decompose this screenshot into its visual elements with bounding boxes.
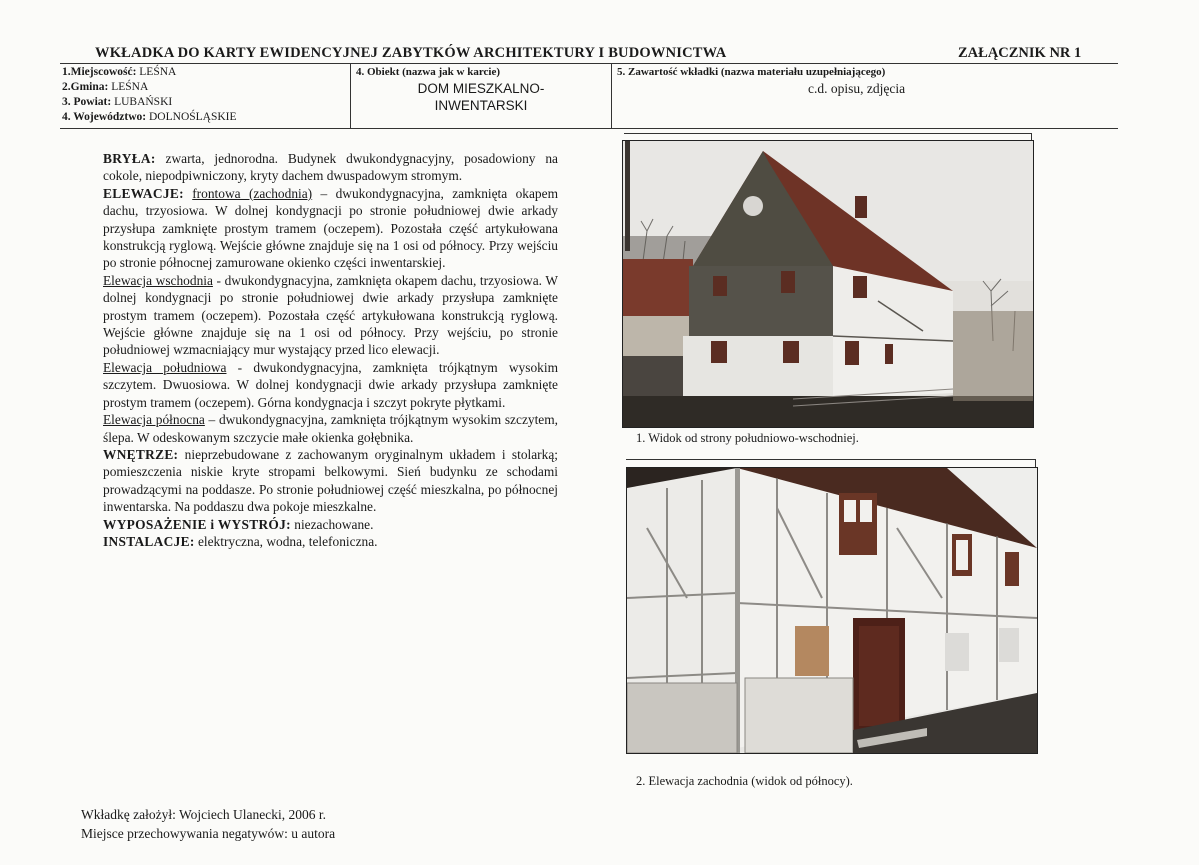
object-name: DOM MIESZKALNO- INWENTARSKI: [417, 81, 545, 113]
location-commune: 2.Gmina: LEŚNA: [62, 81, 149, 93]
location-province: 4. Województwo: DOLNOŚLĄSKIE: [62, 111, 237, 123]
document-title: WKŁADKA DO KARTY EWIDENCYJNEJ ZABYTKÓW ARCHITEKTURY I BUDOWNICTWA: [95, 45, 727, 61]
description-text: [103, 150, 558, 550]
photo1-frame-top: [624, 133, 1032, 134]
house-photo-1: [623, 141, 1033, 427]
header-divider-2: [611, 63, 612, 128]
photo1-caption: 1. Widok od strony południowo-wschodniej.: [636, 431, 859, 445]
contents-value: c.d. opisu, zdjęcia: [808, 81, 906, 96]
object-label: 4. Obiekt (nazwa jak w karcie): [356, 66, 501, 78]
footer-negatives: Miejsce przechowywania negatywów: u autora: [81, 826, 336, 841]
location-county: 3. Powiat: LUBAŃSKI: [62, 96, 173, 108]
section-interior: WNĘTRZE: nieprzebudowane z zachowanym oryginalnym układem i stolarką; pomieszczenia niskie kryte stropami belkowymi. Sień budynku ze schodami prowadzącymi na poddasze. Po stronie południowej część mieszkalna, po północnej inwentarska. Na poddaszu dwa pokoje mieszkalne.: [103, 446, 558, 515]
section-east-elevation: Elewacja wschodnia - dwukondygnacyjna, zamknięta okapem dachu, trzyosiowa. W dolnej kondygnacji po stronie południowej dwie arkady przysłupa zamknięte prostym tramem (oczepem). Pozostała część artykułowana konstrukcją ryglową. Wejście główne znajduje się na 1 osi od północy. Przy wejściu, po stronie południowej wzmacniający mur wystający przed lico elewacji.: [103, 272, 558, 358]
house-photo-2: [627, 468, 1037, 753]
footer-author: Wkładkę założył: Wojciech Ulanecki, 2006 r.: [81, 807, 326, 822]
section-bryla: BRYŁA: zwarta, jednorodna. Budynek dwukondygnacyjny, posadowiony na cokole, niepodpiwniczony, kryty dachem dwuspadowym stromym.: [103, 151, 558, 184]
photo-west-elevation: [626, 467, 1038, 754]
photo2-caption: 2. Elewacja zachodnia (widok od północy).: [636, 774, 853, 788]
section-front-elevation: ELEWACJE: frontowa (zachodnia) – dwukondygnacyjna, zamknięta okapem dachu, trzyosiowa. W dolnej kondygnacji po stronie południowej dwie arkady przysłupa zamknięte prostym tramem (oczepem). Pozostała część artykułowana konstrukcją ryglową. Wejście główne znajduje się na 1 osi od północy. Przy wejściu po stronie północnej zamurowane okienko części inwentarskiej.: [103, 185, 558, 271]
photo-south-east-view: [622, 140, 1034, 428]
header-rule-bottom: [60, 128, 1118, 129]
header-divider-1: [350, 63, 351, 128]
section-north-elevation: Elewacja północna – dwukondygnacyjna, zamknięta trójkątnym wysokim szczytem, ślepa. W odeskowanym szczycie małe okienka gołębnika.: [103, 412, 559, 445]
section-furnishing: WYPOSAŻENIE i WYSTRÓJ: niezachowane.: [103, 516, 374, 532]
contents-label: 5. Zawartość wkładki (nazwa materiału uzupełniającego): [617, 66, 886, 78]
location-town: 1.Miejscowość: LEŚNA: [62, 66, 177, 78]
annex-label: ZAŁĄCZNIK NR 1: [958, 45, 1082, 61]
photo2-frame-top: [626, 459, 1036, 460]
header-rule-top: [60, 63, 1118, 64]
section-installations: INSTALACJE: elektryczna, wodna, telefoniczna.: [103, 533, 378, 549]
section-south-elevation: Elewacja południowa - dwukondygnacyjna, zamknięta trójkątnym wysokim szczytem. Dwuosiowa. W dolnej kondygnacji dwie arkady przysłupa zamknięte prostym tramem (oczepem). Górna kondygnacja i szczyt pokryte płytkami.: [103, 359, 558, 410]
